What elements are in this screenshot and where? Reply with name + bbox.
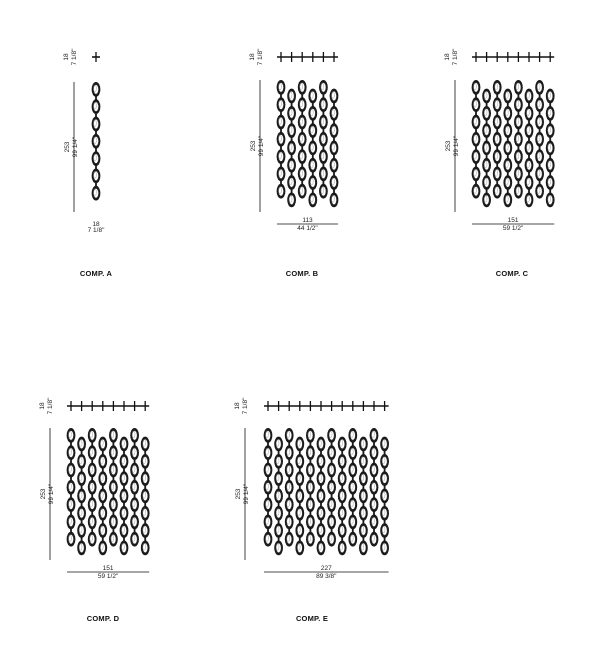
connector-ring: [301, 146, 303, 150]
connector-ring: [486, 103, 488, 107]
height-dim-in: 99 1/4": [72, 136, 79, 158]
connector-ring: [310, 477, 312, 481]
composition-3: [444, 48, 555, 278]
connector-ring: [333, 189, 335, 193]
chain: [141, 437, 150, 556]
connector-ring: [320, 451, 322, 455]
chain: [493, 80, 502, 199]
connector-ring: [496, 164, 498, 168]
connector-ring: [507, 172, 509, 176]
composition-caption: COMP. A: [79, 269, 113, 278]
connector-ring: [81, 468, 83, 472]
connector-ring: [486, 120, 488, 124]
connector-ring: [278, 451, 280, 455]
connector-ring: [507, 189, 509, 193]
connector-ring: [475, 181, 477, 185]
connector-ring: [278, 537, 280, 541]
connector-ring: [323, 181, 325, 185]
width-dim-in: 89 3/8": [316, 573, 337, 580]
connector-ring: [539, 164, 541, 168]
chain: [546, 89, 555, 208]
connector-ring: [518, 146, 520, 150]
top-dim-mm: 18: [249, 53, 256, 61]
chain: [287, 89, 296, 208]
connector-ring: [528, 155, 530, 159]
connector-ring: [528, 172, 530, 176]
connector-ring: [549, 172, 551, 176]
connector-ring: [70, 512, 72, 516]
connector-ring: [373, 442, 375, 446]
chain: [285, 428, 294, 547]
connector-ring: [280, 94, 282, 98]
connector-ring: [144, 520, 146, 524]
connector-ring: [486, 189, 488, 193]
width-dim-mm: 151: [102, 565, 114, 572]
connector-ring: [475, 164, 477, 168]
top-dimension: [444, 48, 459, 65]
connector-ring: [507, 120, 509, 124]
top-dim-mm: 18: [234, 402, 241, 410]
connector-ring: [549, 103, 551, 107]
connector-ring: [496, 94, 498, 98]
top-dim-in: 7 1/8": [242, 397, 249, 415]
connector-ring: [123, 451, 125, 455]
height-dim-mm: 253: [235, 488, 242, 500]
connector-ring: [331, 477, 333, 481]
connector-ring: [320, 503, 322, 507]
connector-ring: [528, 189, 530, 193]
width-dim-mm: 227: [320, 565, 332, 572]
connector-ring: [373, 512, 375, 516]
connector-ring: [288, 494, 290, 498]
connector-ring: [320, 520, 322, 524]
connector-ring: [518, 129, 520, 133]
connector-ring: [95, 148, 97, 152]
connector-ring: [312, 103, 314, 107]
width-dim-mm: 18: [92, 221, 100, 228]
chain: [503, 89, 512, 208]
chain: [130, 428, 139, 547]
connector-ring: [373, 494, 375, 498]
connector-ring: [134, 477, 136, 481]
top-dim-in: 7 1/8": [47, 397, 54, 415]
connector-ring: [341, 451, 343, 455]
connector-ring: [81, 503, 83, 507]
connector-ring: [267, 442, 269, 446]
width-dim-mm: 113: [302, 217, 313, 224]
connector-ring: [323, 146, 325, 150]
connector-ring: [341, 520, 343, 524]
connector-ring: [278, 503, 280, 507]
connector-ring: [333, 120, 335, 124]
connector-ring: [123, 486, 125, 490]
connector-ring: [373, 529, 375, 533]
connector-ring: [320, 468, 322, 472]
connector-ring: [278, 468, 280, 472]
connector-ring: [95, 114, 97, 118]
chain: [77, 437, 86, 556]
chain: [330, 89, 339, 208]
height-dimension: [445, 135, 460, 156]
connector-ring: [299, 468, 301, 472]
composition-caption: COMP. E: [295, 614, 329, 623]
connector-ring: [70, 529, 72, 533]
chain: [338, 437, 347, 556]
connector-ring: [475, 112, 477, 116]
connector-ring: [341, 503, 343, 507]
connector-ring: [91, 512, 93, 516]
chain: [264, 428, 273, 547]
connector-ring: [144, 451, 146, 455]
connector-ring: [486, 172, 488, 176]
chain: [359, 437, 368, 556]
connector-ring: [331, 460, 333, 464]
connector-ring: [352, 512, 354, 516]
connector-ring: [363, 503, 365, 507]
connector-ring: [278, 520, 280, 524]
connector-ring: [549, 189, 551, 193]
connector-ring: [299, 520, 301, 524]
connector-ring: [95, 131, 97, 135]
top-dimension: [234, 397, 249, 414]
connector-ring: [496, 129, 498, 133]
connector-ring: [144, 503, 146, 507]
connector-ring: [384, 537, 386, 541]
connector-ring: [310, 442, 312, 446]
chain: [88, 428, 97, 547]
connector-ring: [352, 460, 354, 464]
chain: [317, 437, 326, 556]
top-dim-mm: 18: [39, 402, 46, 410]
chain: [482, 89, 491, 208]
connector-ring: [528, 120, 530, 124]
chain: [308, 89, 317, 208]
connector-ring: [301, 112, 303, 116]
connector-ring: [539, 112, 541, 116]
connector-ring: [475, 94, 477, 98]
chain: [370, 428, 379, 547]
composition-2: [249, 48, 338, 278]
connector-ring: [134, 494, 136, 498]
chain: [109, 428, 118, 547]
connector-ring: [288, 529, 290, 533]
height-dimension: [40, 483, 55, 504]
connector-ring: [291, 138, 293, 142]
connector-ring: [288, 460, 290, 464]
connector-ring: [312, 172, 314, 176]
connector-ring: [363, 520, 365, 524]
connector-ring: [475, 129, 477, 133]
chain: [380, 437, 389, 556]
connector-ring: [475, 146, 477, 150]
height-dim-mm: 253: [64, 141, 71, 153]
connector-ring: [291, 120, 293, 124]
connector-ring: [363, 486, 365, 490]
connector-ring: [70, 460, 72, 464]
connector-ring: [384, 468, 386, 472]
connector-ring: [113, 494, 115, 498]
chain: [277, 80, 286, 199]
connector-ring: [291, 189, 293, 193]
chain: [98, 437, 107, 556]
connector-ring: [507, 155, 509, 159]
connector-ring: [352, 494, 354, 498]
connector-ring: [134, 529, 136, 533]
connector-ring: [323, 164, 325, 168]
chain: [306, 428, 315, 547]
connector-ring: [549, 138, 551, 142]
height-dimension: [250, 135, 265, 156]
chain: [295, 437, 304, 556]
connector-ring: [299, 503, 301, 507]
height-dim-in: 99 1/4": [453, 135, 460, 157]
connector-ring: [113, 442, 115, 446]
connector-ring: [102, 503, 104, 507]
top-dim-in: 7 1/8": [257, 48, 264, 66]
top-dimension: [63, 48, 78, 65]
top-dim-mm: 18: [444, 53, 451, 61]
connector-ring: [363, 468, 365, 472]
connector-ring: [288, 477, 290, 481]
connector-ring: [280, 181, 282, 185]
top-dim-in: 7 1/8": [452, 48, 459, 66]
connector-ring: [310, 529, 312, 533]
height-dim-mm: 253: [250, 140, 257, 152]
connector-ring: [507, 138, 509, 142]
connector-ring: [363, 537, 365, 541]
connector-ring: [320, 537, 322, 541]
chain: [327, 428, 336, 547]
connector-ring: [518, 181, 520, 185]
connector-ring: [518, 164, 520, 168]
connector-ring: [113, 477, 115, 481]
connector-ring: [291, 155, 293, 159]
connector-ring: [123, 503, 125, 507]
connector-ring: [70, 442, 72, 446]
width-dim-in: 59 1/2": [502, 225, 524, 232]
connector-ring: [373, 460, 375, 464]
width-dim-in: 7 1/8": [87, 227, 105, 234]
connector-ring: [280, 112, 282, 116]
connector-ring: [333, 103, 335, 107]
width-dim-mm: 151: [507, 217, 519, 224]
height-dim-mm: 253: [40, 488, 47, 500]
connector-ring: [352, 442, 354, 446]
chain: [525, 89, 534, 208]
connector-ring: [539, 129, 541, 133]
connector-ring: [280, 164, 282, 168]
connector-ring: [134, 442, 136, 446]
connector-ring: [102, 537, 104, 541]
connector-ring: [310, 460, 312, 464]
connector-ring: [280, 146, 282, 150]
connector-ring: [301, 164, 303, 168]
chain: [535, 80, 544, 199]
connector-ring: [95, 183, 97, 187]
connector-ring: [280, 129, 282, 133]
connector-ring: [518, 94, 520, 98]
top-dimension: [39, 397, 54, 414]
connector-ring: [81, 486, 83, 490]
chain: [67, 428, 76, 547]
connector-ring: [81, 451, 83, 455]
connector-ring: [384, 486, 386, 490]
connector-ring: [267, 512, 269, 516]
composition-caption: COMP. B: [285, 269, 319, 278]
height-dim-in: 99 1/4": [258, 135, 265, 157]
connector-ring: [310, 494, 312, 498]
connector-ring: [301, 181, 303, 185]
connector-ring: [363, 451, 365, 455]
connector-ring: [91, 529, 93, 533]
connector-ring: [144, 486, 146, 490]
connector-ring: [134, 512, 136, 516]
connector-ring: [518, 112, 520, 116]
connector-ring: [102, 520, 104, 524]
composition-caption: COMP. D: [86, 614, 120, 623]
connector-ring: [352, 477, 354, 481]
connector-ring: [486, 138, 488, 142]
chain: [514, 80, 523, 199]
connector-ring: [70, 494, 72, 498]
connector-ring: [299, 451, 301, 455]
connector-ring: [123, 520, 125, 524]
connector-ring: [70, 477, 72, 481]
composition-5: [234, 397, 389, 623]
connector-ring: [291, 103, 293, 107]
height-dim-mm: 253: [445, 140, 452, 152]
width-dim-in: 44 1/2": [297, 225, 318, 232]
height-dimension: [64, 136, 79, 157]
connector-ring: [333, 138, 335, 142]
chain: [92, 82, 101, 201]
connector-ring: [320, 486, 322, 490]
connector-ring: [102, 468, 104, 472]
connector-ring: [331, 512, 333, 516]
height-dimension: [235, 483, 250, 504]
connector-ring: [384, 451, 386, 455]
connector-ring: [331, 494, 333, 498]
connector-ring: [267, 460, 269, 464]
height-dim-in: 99 1/4": [48, 483, 55, 505]
connector-ring: [144, 468, 146, 472]
connector-ring: [91, 477, 93, 481]
connector-ring: [341, 486, 343, 490]
connector-ring: [267, 529, 269, 533]
connector-ring: [95, 96, 97, 100]
top-dimension: [249, 48, 264, 65]
chain: [274, 437, 283, 556]
connector-ring: [144, 537, 146, 541]
connector-ring: [539, 146, 541, 150]
connector-ring: [123, 468, 125, 472]
connector-ring: [312, 189, 314, 193]
top-dim-in: 7 1/8": [71, 48, 78, 66]
connector-ring: [333, 155, 335, 159]
connector-ring: [539, 94, 541, 98]
connector-ring: [301, 94, 303, 98]
composition-1: [63, 48, 112, 278]
width-dim-in: 59 1/2": [97, 573, 119, 580]
connector-ring: [496, 146, 498, 150]
connector-ring: [291, 172, 293, 176]
connector-ring: [486, 155, 488, 159]
connector-ring: [113, 460, 115, 464]
connector-ring: [91, 494, 93, 498]
connector-ring: [312, 155, 314, 159]
connector-ring: [549, 120, 551, 124]
chain: [319, 80, 328, 199]
connector-ring: [528, 138, 530, 142]
connector-ring: [507, 103, 509, 107]
connector-ring: [373, 477, 375, 481]
connector-ring: [323, 129, 325, 133]
height-dim-in: 99 1/4": [243, 483, 250, 505]
connector-ring: [288, 442, 290, 446]
connector-ring: [95, 166, 97, 170]
connector-ring: [323, 112, 325, 116]
composition-4: [39, 397, 150, 623]
chain: [348, 428, 357, 547]
connector-ring: [331, 442, 333, 446]
connector-ring: [113, 529, 115, 533]
top-dim-mm: 18: [63, 53, 70, 61]
connector-ring: [549, 155, 551, 159]
connector-ring: [331, 529, 333, 533]
connector-ring: [539, 181, 541, 185]
connector-ring: [102, 451, 104, 455]
connector-ring: [123, 537, 125, 541]
connector-ring: [312, 120, 314, 124]
connector-ring: [288, 512, 290, 516]
chain: [298, 80, 307, 199]
connector-ring: [113, 512, 115, 516]
connector-ring: [91, 460, 93, 464]
connector-ring: [384, 503, 386, 507]
connector-ring: [323, 94, 325, 98]
connector-ring: [299, 537, 301, 541]
connector-ring: [310, 512, 312, 516]
connector-ring: [333, 172, 335, 176]
composition-caption: COMP. C: [495, 269, 529, 278]
connector-ring: [81, 520, 83, 524]
connector-ring: [102, 486, 104, 490]
connector-ring: [341, 468, 343, 472]
connector-ring: [352, 529, 354, 533]
connector-ring: [134, 460, 136, 464]
connector-ring: [91, 442, 93, 446]
chain: [120, 437, 129, 556]
connector-ring: [299, 486, 301, 490]
connector-ring: [528, 103, 530, 107]
connector-ring: [341, 537, 343, 541]
connector-ring: [278, 486, 280, 490]
chain: [472, 80, 481, 199]
connector-ring: [81, 537, 83, 541]
connector-ring: [496, 181, 498, 185]
connector-ring: [312, 138, 314, 142]
connector-ring: [384, 520, 386, 524]
connector-ring: [267, 494, 269, 498]
connector-ring: [496, 112, 498, 116]
connector-ring: [267, 477, 269, 481]
connector-ring: [301, 129, 303, 133]
